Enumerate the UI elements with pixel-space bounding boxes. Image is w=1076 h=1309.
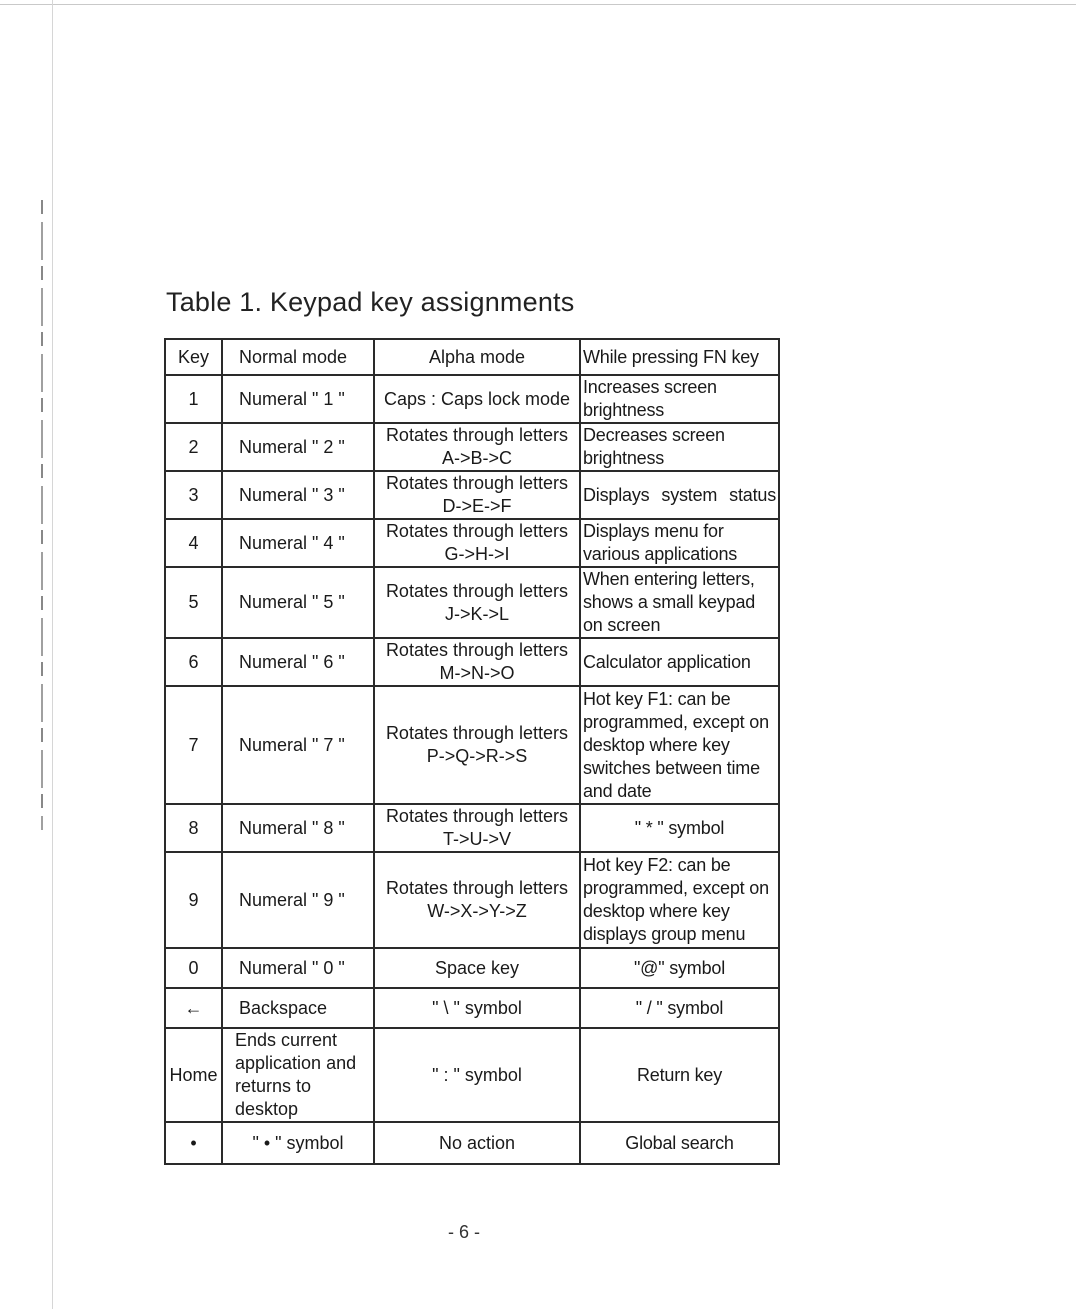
key-cell: 2 [165, 423, 222, 471]
table-row [165, 567, 779, 638]
fn-key-cell: " * " symbol [580, 804, 779, 852]
alpha-mode-cell: Rotates through letters G->H->I [374, 519, 580, 567]
alpha-mode-cell: Rotates through letters W->X->Y->Z [374, 852, 580, 948]
table-row [165, 686, 779, 804]
table-row [165, 1028, 779, 1122]
alpha-mode-cell: Caps : Caps lock mode [374, 375, 580, 423]
alpha-mode-cell: Space key [374, 948, 580, 988]
key-cell: 9 [165, 852, 222, 948]
fn-key-cell: Global search [580, 1122, 779, 1164]
key-cell: 8 [165, 804, 222, 852]
header-key: Key [165, 339, 222, 375]
key-cell: 0 [165, 948, 222, 988]
normal-mode-cell: Numeral " 2 " [222, 423, 374, 471]
fn-key-cell: Calculator application [580, 638, 779, 686]
normal-mode-cell: Ends current application and returns to desktop [222, 1028, 374, 1122]
normal-mode-cell: Numeral " 5 " [222, 567, 374, 638]
table-header-row [165, 339, 779, 375]
normal-mode-cell: Numeral " 8 " [222, 804, 374, 852]
key-cell: 7 [165, 686, 222, 804]
alpha-mode-cell: Rotates through letters T->U->V [374, 804, 580, 852]
keypad-assignments-table [164, 338, 780, 1165]
header-normal-mode: Normal mode [222, 339, 374, 375]
scan-edge-top [0, 4, 1076, 5]
table-row [165, 519, 779, 567]
normal-mode-cell: Numeral " 4 " [222, 519, 374, 567]
alpha-mode-cell: Rotates through letters D->E->F [374, 471, 580, 519]
table-row [165, 423, 779, 471]
alpha-mode-cell: " \ " symbol [374, 988, 580, 1028]
fn-key-cell: " / " symbol [580, 988, 779, 1028]
fn-key-cell: Hot key F1: can be programmed, except on desktop where key switches between time and date [580, 686, 779, 804]
fn-key-cell: "@" symbol [580, 948, 779, 988]
fn-key-cell: Decreases screen brightness [580, 423, 779, 471]
table-row [165, 948, 779, 988]
normal-mode-cell: Numeral " 3 " [222, 471, 374, 519]
header-fn-key: While pressing FN key [580, 339, 779, 375]
table-row [165, 375, 779, 423]
key-cell: 1 [165, 375, 222, 423]
alpha-mode-cell: " : " symbol [374, 1028, 580, 1122]
key-cell: ← [165, 988, 222, 1028]
alpha-mode-cell: Rotates through letters A->B->C [374, 423, 580, 471]
key-cell: • [165, 1122, 222, 1164]
key-cell: 3 [165, 471, 222, 519]
scan-edge-left [52, 0, 53, 1309]
normal-mode-cell: Numeral " 1 " [222, 375, 374, 423]
key-cell: 5 [165, 567, 222, 638]
alpha-mode-cell: Rotates through letters P->Q->R->S [374, 686, 580, 804]
normal-mode-cell: " • " symbol [222, 1122, 374, 1164]
table-title: Table 1. Keypad key assignments [166, 287, 575, 317]
table-row [165, 852, 779, 948]
fn-key-cell: When entering letters, shows a small keypad on screen [580, 567, 779, 638]
normal-mode-cell: Numeral " 7 " [222, 686, 374, 804]
key-cell: 4 [165, 519, 222, 567]
normal-mode-cell: Numeral " 6 " [222, 638, 374, 686]
table-row [165, 804, 779, 852]
fn-key-cell: Return key [580, 1028, 779, 1122]
header-alpha-mode: Alpha mode [374, 339, 580, 375]
normal-mode-cell: Numeral " 0 " [222, 948, 374, 988]
page-number: - 6 - [448, 1222, 481, 1242]
fn-key-cell: Displays menu for various applications [580, 519, 779, 567]
binding-mark [41, 200, 43, 830]
fn-key-cell: Increases screen brightness [580, 375, 779, 423]
fn-key-cell: Displays system status [580, 471, 779, 519]
alpha-mode-cell: Rotates through letters J->K->L [374, 567, 580, 638]
key-cell: Home [165, 1028, 222, 1122]
key-cell: 6 [165, 638, 222, 686]
normal-mode-cell: Numeral " 9 " [222, 852, 374, 948]
alpha-mode-cell: Rotates through letters M->N->O [374, 638, 580, 686]
table-row [165, 1122, 779, 1164]
table-row [165, 638, 779, 686]
alpha-mode-cell: No action [374, 1122, 580, 1164]
table-row [165, 471, 779, 519]
fn-key-cell: Hot key F2: can be programmed, except on desktop where key displays group menu [580, 852, 779, 948]
normal-mode-cell: Backspace [222, 988, 374, 1028]
table-row [165, 988, 779, 1028]
